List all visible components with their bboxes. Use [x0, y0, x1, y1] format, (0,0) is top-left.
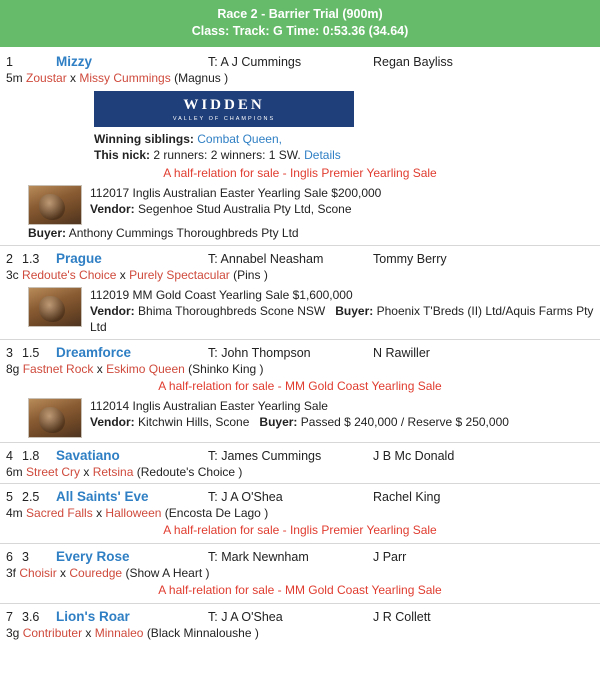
nick-value: 2 runners: 2 winners: 1 SW.	[153, 148, 301, 162]
sale-lot-and-name: 112019 MM Gold Coast Yearling Sale	[90, 288, 290, 302]
widden-banner[interactable]	[94, 91, 354, 127]
age-sex: 3f	[6, 566, 17, 580]
sire-link[interactable]: Street Cry	[26, 465, 81, 479]
race-class-track-time: Class: Track: G Time: 0:53.36 (34.64)	[191, 24, 409, 38]
buyer-name: Passed $ 240,000 / Reserve $ 250,000	[300, 415, 509, 429]
margin: 3	[22, 550, 29, 564]
trainer	[208, 550, 373, 564]
sire-link[interactable]: Redoute's Choice	[22, 268, 117, 282]
trainer	[208, 346, 373, 360]
dam-link[interactable]: Halloween	[105, 506, 162, 520]
jockey-name: J Parr	[373, 550, 407, 564]
trainer-prefix: T:	[208, 490, 218, 504]
buyer-name: Phoenix T'Breds (II) Ltd/Aquis Farms Pty Ltd	[90, 304, 594, 334]
pedigree-x: x	[119, 268, 126, 282]
age-sex: 6m	[6, 465, 23, 479]
finish-position: 2	[6, 252, 13, 266]
buyer-line	[6, 225, 594, 241]
horse-thumbnail[interactable]	[28, 185, 82, 225]
sire-link[interactable]: Contributer	[22, 626, 83, 640]
finish-position: 4	[6, 449, 13, 463]
damsire: (Redoute's Choice )	[136, 465, 243, 479]
runner-main-line	[6, 448, 594, 463]
pedigree-x: x	[96, 362, 103, 376]
horse-name-link[interactable]: Lion's Roar	[56, 609, 130, 624]
sibling-link[interactable]: Combat Queen,	[197, 132, 282, 146]
sale-details	[90, 398, 509, 438]
sale-details	[90, 287, 594, 335]
race-title: Race 2 - Barrier Trial (900m)	[217, 7, 383, 21]
dam-link[interactable]: Missy Cummings	[79, 71, 171, 85]
age-sex: 8g	[6, 362, 20, 376]
pedigree-x: x	[60, 566, 67, 580]
pedigree-line	[6, 71, 594, 85]
jockey-name: N Rawiller	[373, 346, 430, 360]
pedigree-x: x	[85, 626, 92, 640]
margin: 2.5	[22, 490, 40, 504]
pedigree-line	[6, 465, 594, 479]
dam-link[interactable]: Minnaleo	[94, 626, 144, 640]
trainer-prefix: T:	[208, 550, 218, 564]
damsire: (Pins )	[233, 268, 268, 282]
pedigree-line	[6, 362, 594, 376]
winning-siblings-label: Winning siblings:	[94, 132, 194, 146]
pedigree-line	[6, 566, 594, 580]
trainer-prefix: T:	[208, 252, 218, 266]
sponsor-banner-wrap	[6, 85, 594, 131]
damsire: (Shinko King )	[188, 362, 264, 376]
runner-main-line	[6, 549, 594, 564]
pedigree-line	[6, 506, 594, 520]
buyer-label: Buyer:	[335, 304, 374, 318]
widden-banner-subtitle: VALLEY OF CHAMPIONS	[172, 115, 276, 122]
vendor-label: Vendor:	[90, 202, 135, 216]
jockey-name: Tommy Berry	[373, 252, 447, 266]
horse-thumbnail[interactable]	[28, 287, 82, 327]
half-relation-note: A half-relation for sale - Inglis Premier Yearling Sale	[163, 523, 437, 537]
trainer-name: Annabel Neasham	[220, 252, 324, 266]
trainer-prefix: T:	[208, 449, 218, 463]
runner-row	[0, 483, 600, 543]
sale-lot-and-name: 112017 Inglis Australian Easter Yearling Sale	[90, 186, 328, 200]
runner-row	[0, 543, 600, 603]
pedigree-line	[6, 626, 594, 640]
runner-row	[0, 339, 600, 442]
trainer-name: J A O'Shea	[221, 490, 283, 504]
margin: 1.5	[22, 346, 40, 360]
sale-lot-line	[90, 287, 594, 303]
buyer-label: Buyer:	[259, 415, 298, 429]
age-sex: 3c	[6, 268, 19, 282]
jockey-name: J B Mc Donald	[373, 449, 455, 463]
horse-name-link[interactable]: All Saints' Eve	[56, 489, 149, 504]
trainer	[208, 449, 373, 463]
sale-lot-and-name: 112014 Inglis Australian Easter Yearling Sale	[90, 399, 328, 413]
age-sex: 3g	[6, 626, 20, 640]
trainer	[208, 610, 373, 624]
half-relation-note: A half-relation for sale - MM Gold Coast Yearling Sale	[158, 583, 442, 597]
horse-name-link[interactable]: Every Rose	[56, 549, 130, 564]
horse-name-link[interactable]: Savatiano	[56, 448, 120, 463]
nick-details-link[interactable]: Details	[304, 148, 341, 162]
trainer-name: A J Cummings	[220, 55, 302, 69]
trainer-prefix: T:	[208, 55, 218, 69]
pedigree-x: x	[70, 71, 77, 85]
margin: 3.6	[22, 610, 40, 624]
runner-row	[0, 442, 600, 483]
sire-link[interactable]: Choisir	[19, 566, 57, 580]
sale-lot-line	[90, 185, 381, 201]
siblings-block	[6, 131, 594, 163]
runner-main-line	[6, 609, 594, 624]
margin: 1.3	[22, 252, 40, 266]
horse-name-link[interactable]: Dreamforce	[56, 345, 132, 360]
trainer	[208, 252, 373, 266]
runner-main-line	[6, 345, 594, 360]
trainer-name: John Thompson	[221, 346, 311, 360]
trainer-name: J A O'Shea	[221, 610, 283, 624]
trainer	[208, 490, 373, 504]
sale-block	[6, 287, 594, 335]
pedigree-x: x	[96, 506, 103, 520]
dam-link[interactable]: Purely Spectacular	[129, 268, 230, 282]
dam-link[interactable]: Couredge	[69, 566, 123, 580]
horse-name-link[interactable]: Mizzy	[56, 54, 93, 69]
runner-row	[0, 245, 600, 339]
finish-position: 5	[6, 490, 13, 504]
buyer-label: Buyer:	[28, 226, 67, 240]
pedigree-line	[6, 268, 594, 282]
dam-link[interactable]: Retsina	[92, 465, 134, 479]
horse-name-link[interactable]: Prague	[56, 251, 102, 266]
finish-position: 3	[6, 346, 13, 360]
jockey-name: Regan Bayliss	[373, 55, 453, 69]
vendor-buyer-line	[90, 303, 594, 335]
sale-block	[6, 185, 594, 225]
finish-position: 6	[6, 550, 13, 564]
half-relation-note: A half-relation for sale - MM Gold Coast Yearling Sale	[158, 379, 442, 393]
sire-link[interactable]: Sacred Falls	[26, 506, 93, 520]
sale-block	[6, 398, 594, 438]
vendor-name: Bhima Thoroughbreds Scone NSW	[138, 304, 326, 318]
buyer-name: Anthony Cummings Thoroughbreds Pty Ltd	[68, 226, 299, 240]
jockey-name: Rachel King	[373, 490, 441, 504]
nick-line	[94, 147, 594, 163]
damsire: (Show A Heart )	[125, 566, 210, 580]
widden-banner-title: WIDDEN	[183, 96, 265, 113]
sale-details	[90, 185, 381, 225]
vendor-line	[90, 201, 381, 217]
age-sex: 4m	[6, 506, 23, 520]
age-sex: 5m	[6, 71, 23, 85]
half-relation-note: A half-relation for sale - Inglis Premier Yearling Sale	[163, 166, 437, 180]
damsire: (Black Minnaloushe )	[146, 626, 259, 640]
runner-main-line	[6, 251, 594, 266]
margin: 1.8	[22, 449, 40, 463]
trainer-prefix: T:	[208, 346, 218, 360]
trainer-name: Mark Newnham	[221, 550, 309, 564]
trainer-name: James Cummings	[221, 449, 322, 463]
pedigree-x: x	[83, 465, 90, 479]
damsire: (Magnus )	[174, 71, 229, 85]
sale-lot-line	[90, 398, 509, 414]
trainer	[208, 55, 373, 69]
nick-label: This nick:	[94, 148, 151, 162]
horse-thumbnail[interactable]	[28, 398, 82, 438]
trainer-prefix: T:	[208, 610, 218, 624]
runner-row	[0, 47, 600, 245]
race-header	[0, 0, 600, 47]
winning-siblings-line	[94, 131, 594, 147]
runner-main-line	[6, 489, 594, 504]
vendor-name: Kitchwin Hills, Scone	[138, 415, 250, 429]
vendor-buyer-line	[90, 414, 509, 430]
runner-row	[0, 603, 600, 644]
vendor-label: Vendor:	[90, 415, 135, 429]
damsire: (Encosta De Lago )	[164, 506, 269, 520]
vendor-name: Segenhoe Stud Australia Pty Ltd, Scone	[138, 202, 352, 216]
sire-link[interactable]: Zoustar	[26, 71, 67, 85]
sale-price: $200,000	[331, 186, 382, 200]
finish-position: 1	[6, 55, 13, 69]
jockey-name: J R Collett	[373, 610, 431, 624]
sale-price: $1,600,000	[292, 288, 353, 302]
finish-position: 7	[6, 610, 13, 624]
runner-main-line	[6, 54, 594, 69]
sire-link[interactable]: Fastnet Rock	[22, 362, 94, 376]
vendor-label: Vendor:	[90, 304, 135, 318]
dam-link[interactable]: Eskimo Queen	[106, 362, 185, 376]
